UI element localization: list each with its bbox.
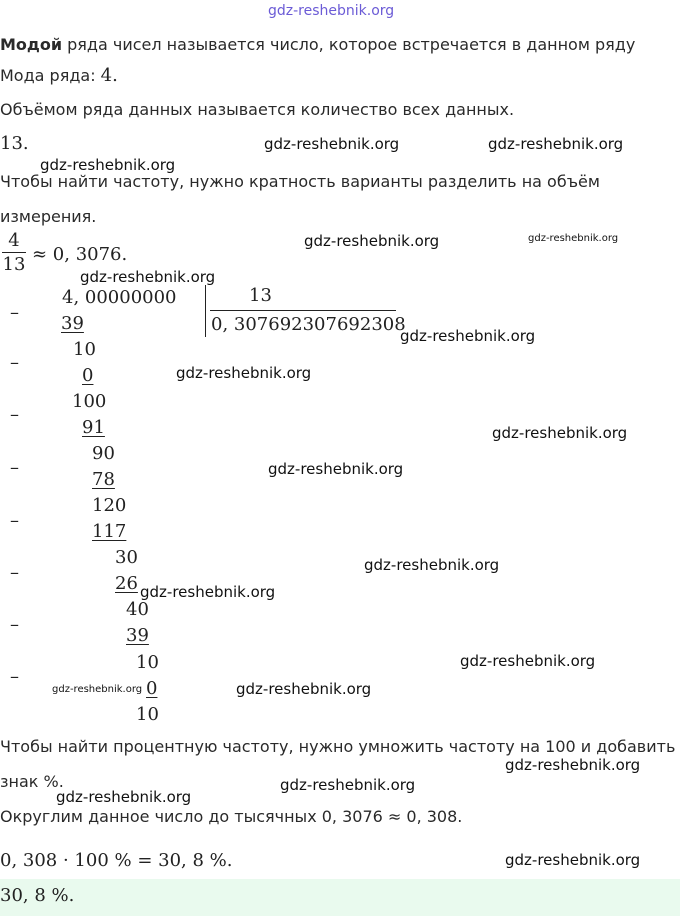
round-line: Округлим данное число до тысячных 0, 3076 ≈ 0, 308. [0, 807, 463, 826]
division-step: 117 [92, 521, 127, 542]
watermark: gdz-reshebnik.org [40, 156, 176, 174]
frequency-line-1: Чтобы найти частоту, нужно кратность варианты разделить на объём [0, 172, 600, 191]
fraction [2, 230, 26, 275]
division-step: 39 [61, 313, 84, 334]
minus-sign: – [10, 404, 19, 425]
division-step: 0 [82, 365, 94, 386]
watermark: gdz-reshebnik.org [268, 460, 404, 478]
division-step: 39 [126, 625, 149, 646]
mode-value-line [0, 65, 118, 86]
fraction-approx: ≈ 0, 3076. [32, 244, 128, 265]
mode-definition [0, 35, 635, 54]
minus-sign: – [10, 302, 19, 323]
volume-value: 13. [0, 133, 29, 154]
watermark: gdz-reshebnik.org [52, 684, 143, 695]
fraction-denominator: 13 [2, 254, 26, 275]
watermark: gdz-reshebnik.org [280, 776, 416, 794]
division-step: 90 [92, 443, 115, 464]
division-step: 10 [73, 339, 96, 360]
watermark: gdz-reshebnik.org [80, 268, 216, 286]
minus-sign: – [10, 666, 19, 687]
mode-label: Мода ряда: [0, 66, 101, 85]
percent-line-1: Чтобы найти процентную частоту, нужно умножить частоту на 100 и добавить [0, 737, 676, 756]
mode-value: 4. [100, 65, 118, 86]
watermark: gdz-reshebnik.org [264, 135, 400, 153]
division-step: 26 [115, 573, 138, 594]
watermark: gdz-reshebnik.org [505, 851, 641, 869]
watermark: gdz-reshebnik.org [400, 327, 536, 345]
minus-sign: – [10, 510, 19, 531]
division-step: 10 [136, 652, 159, 673]
division-step: 100 [72, 391, 107, 412]
watermark: gdz-reshebnik.org [56, 788, 192, 806]
division-step: 78 [92, 469, 115, 490]
watermark: gdz-reshebnik.org [460, 652, 596, 670]
watermark: gdz-reshebnik.org [304, 232, 440, 250]
watermark: gdz-reshebnik.org [528, 233, 619, 244]
division-vertical-line [205, 285, 206, 337]
division-step: 10 [136, 704, 159, 725]
watermark-top: gdz-reshebnik.org [268, 3, 395, 19]
watermark: gdz-reshebnik.org [364, 556, 500, 574]
mode-definition-rest: ряда чисел называется число, которое встречается в данном ряду [62, 35, 636, 54]
division-step: 91 [82, 417, 105, 438]
division-step: 0 [146, 678, 158, 699]
quotient: 0, 307692307692308 [211, 314, 406, 335]
division-step: 40 [126, 599, 149, 620]
fraction-numerator: 4 [8, 230, 20, 251]
minus-sign: – [10, 352, 19, 373]
watermark: gdz-reshebnik.org [140, 583, 276, 601]
minus-sign: – [10, 562, 19, 583]
division-step: 120 [92, 495, 127, 516]
percent-line-2: знак %. [0, 772, 64, 791]
calc-line: 0, 308 · 100 % = 30, 8 %. [0, 850, 233, 871]
fraction-bar [2, 252, 26, 253]
minus-sign: – [10, 457, 19, 478]
mode-term: Модой [0, 35, 63, 54]
dividend: 4, 00000000 [62, 287, 177, 308]
watermark: gdz-reshebnik.org [488, 135, 624, 153]
watermark: gdz-reshebnik.org [505, 756, 641, 774]
answer-highlight [0, 879, 680, 916]
divisor: 13 [249, 285, 272, 306]
volume-definition: Объёмом ряда данных называется количество всех данных. [0, 100, 515, 119]
division-step: 30 [115, 547, 138, 568]
answer: 30, 8 %. [0, 885, 75, 906]
watermark: gdz-reshebnik.org [236, 680, 372, 698]
watermark: gdz-reshebnik.org [176, 364, 312, 382]
watermark: gdz-reshebnik.org [492, 424, 628, 442]
frequency-line-2: измерения. [0, 207, 97, 226]
division-horizontal-line [210, 310, 396, 311]
minus-sign: – [10, 614, 19, 635]
